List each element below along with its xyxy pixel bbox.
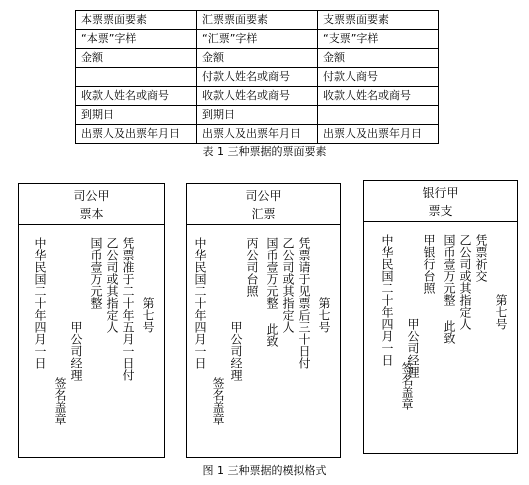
table-cell: 出票人及出票年月日 — [318, 125, 439, 144]
table-row — [76, 30, 439, 49]
bill-signer: 甲公司经理 — [229, 321, 243, 381]
bill-signer: 甲公司经理 — [406, 318, 420, 378]
table-cell: “支票”字样 — [318, 30, 439, 49]
bill-text-b: 乙公司或其指定人 — [458, 234, 472, 330]
bill-issuer: 司公甲 — [73, 189, 110, 203]
table-cell: 汇票票面要素 — [197, 11, 318, 30]
table-cell: 金额 — [76, 49, 197, 68]
bill-header — [19, 184, 164, 225]
table-cell: 金额 — [318, 49, 439, 68]
table-cell: 支票票面要素 — [318, 11, 439, 30]
draft-box — [186, 183, 341, 458]
bill-kind: 汇票 — [251, 207, 276, 221]
bill-number: 第七号 — [317, 297, 331, 333]
table-cell: 收款人姓名或商号 — [197, 87, 318, 106]
table-cell: 本票票面要素 — [76, 11, 197, 30]
bill-text-a: 凭票请于见票后三十日付 — [297, 237, 311, 369]
table-cell: 付款人姓名或商号 — [197, 68, 318, 87]
bill-text-c: 国币壹万元整 此致 — [442, 234, 456, 344]
bill-text-c: 国币壹万元整 此致 — [265, 237, 279, 347]
bill-elements-table — [75, 10, 439, 144]
bill-date: 中华民国二十年四月一日 — [33, 237, 47, 369]
table-cell: 到期日 — [76, 106, 197, 125]
table-row — [76, 125, 439, 144]
table-cell: 收款人姓名或商号 — [318, 87, 439, 106]
bill-issuer: 司公甲 — [245, 189, 282, 203]
bill-text-d: 丙公司台照 — [245, 237, 259, 297]
table-cell: 金额 — [197, 49, 318, 68]
bill-stamp: 签名盖章 — [53, 377, 67, 425]
bill-text-a: 凭票准于二十年五月一日付 — [121, 237, 135, 381]
table-cell — [76, 68, 197, 87]
table-row — [76, 87, 439, 106]
table-cell: 付款人商号 — [318, 68, 439, 87]
bill-text-b: 乙公司或其指定人 — [281, 237, 295, 333]
table-row — [76, 106, 439, 125]
bill-header — [364, 181, 517, 222]
bill-text-c: 国币壹万元整 — [89, 237, 103, 309]
table-cell: “本票”字样 — [76, 30, 197, 49]
table-row — [76, 49, 439, 68]
bill-kind: 票本 — [79, 207, 104, 221]
bill-stamp: 签名盖章 — [211, 377, 225, 425]
bill-date: 中华民国二十年四月一日 — [380, 234, 394, 366]
bill-text-d: 甲银行台照 — [422, 234, 436, 294]
table-row — [76, 68, 439, 87]
bill-date: 中华民国二十年四月一日 — [193, 237, 207, 369]
cheque-box — [363, 180, 518, 454]
table-cell: 出票人及出票年月日 — [197, 125, 318, 144]
bill-signer: 甲公司经理 — [69, 321, 83, 381]
table-row — [76, 11, 439, 30]
bill-header — [187, 184, 340, 225]
figure-caption: 图 1 三种票据的模拟格式 — [202, 464, 327, 477]
bill-text-b: 乙公司或其指定人 — [105, 237, 119, 333]
bill-kind: 票支 — [428, 204, 453, 218]
bill-number: 第七号 — [141, 297, 155, 333]
table-cell — [318, 106, 439, 125]
bill-text-a: 凭票祈交 — [474, 234, 488, 282]
bill-issuer: 银行甲 — [422, 186, 459, 200]
table-cell: “汇票”字样 — [197, 30, 318, 49]
bill-number: 第七号 — [494, 294, 508, 330]
table-cell: 到期日 — [197, 106, 318, 125]
promissory-note-box — [18, 183, 165, 458]
table-cell: 收款人姓名或商号 — [76, 87, 197, 106]
table-caption: 表 1 三种票据的票面要素 — [202, 145, 327, 158]
table-cell: 出票人及出票年月日 — [76, 125, 197, 144]
bill-stamp: 签名盖章 — [400, 362, 414, 410]
